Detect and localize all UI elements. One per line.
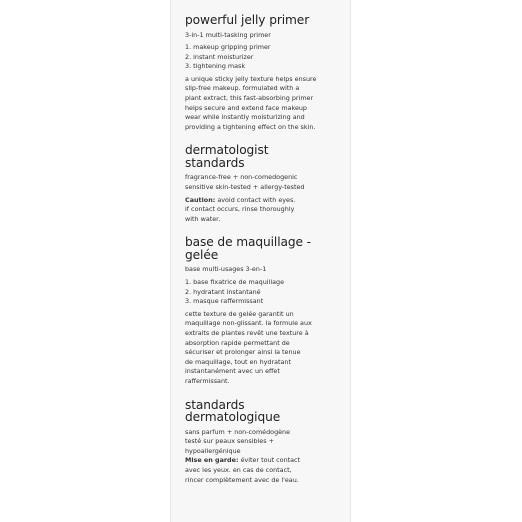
french-description-line: de maquillage, tout en hydratant [185,357,291,366]
english-description-line: slip-free makeup. formulated with a [185,84,300,93]
english-subtitle: 3-in-1 multi-tasking primer [185,30,271,39]
english-description-line: plant extract, this fast-absorbing primer [185,94,314,103]
french-caution [185,456,345,466]
french-title-line: gelée [185,247,219,262]
english-standards-title [185,144,345,169]
english-standards-line: fragrance-free + non-comedogenic [185,173,298,182]
english-feature-1: 1. makeup gripping primer [185,43,271,52]
french-standards-line: testé sur peaux sensibles + [185,437,274,446]
english-caution-line: if contact occurs, rinse thoroughly [185,205,295,214]
english-feature-3: 3. tightening mask [185,62,246,71]
french-standards-title [185,399,345,424]
english-caution-text: avoid contact with eyes. [215,195,296,204]
english-standards-title-line: dermatologist [185,143,269,158]
french-feature-3: 3. masque raffermissant [185,297,264,306]
french-standards-line: hypoallergénique [185,446,241,455]
english-caution-label: Caution: [185,195,216,204]
french-standards-line: sans parfum + non-comédogène [185,427,291,436]
english-description-line: helps secure and extend face makeup [185,103,307,112]
english-caution-line: with water. [185,214,221,223]
french-title [185,236,345,261]
label-content [185,14,345,485]
french-feature-1: 1. base fixatrice de maquillage [185,278,285,286]
english-standards-line: sensitive skin-tested + allergy-tested [185,183,305,192]
french-description-line: extraits de plantes revêt une texture à [185,328,309,337]
english-feature-2: 2. instant moisturizer [185,52,254,61]
english-description-line: a unique sticky jelly texture helps ensure [185,74,317,83]
french-standards-title-line: dermatologique [185,410,281,425]
french-description-line: maquillage non-glissant. la formule aux [185,319,312,328]
french-description-line: sécuriser et prolonger ainsi la tenue [185,348,301,357]
french-standards-title-line: standards [185,397,245,412]
english-title: powerful jelly primer [185,13,310,27]
english-caution [185,196,345,206]
french-description-line: raffermissant. [185,376,230,385]
french-description-line: instantanément avec un effet [185,367,280,376]
french-subtitle: base multi-usages 3-en-1 [185,265,267,274]
french-caution-label: Mise en garde: [185,456,239,465]
french-caution-text: éviter tout contact [238,456,301,465]
french-title-line: base de maquillage - [185,235,311,250]
english-description-line: wear while instantly moisturizing and [185,113,305,122]
french-description-line: cette texture de gelée garantit un [185,309,294,318]
english-description-line: providing a tightening effect on the skin. [185,122,316,131]
french-description-line: absorption rapide permettant de [185,338,290,347]
french-caution-line: rincer complètement avec de l'eau. [185,475,299,484]
english-standards-title-line: standards [185,155,245,170]
french-caution-line: avec les yeux. en cas de contact, [185,465,292,474]
french-feature-2: 2. hydratant instantané [185,287,261,296]
